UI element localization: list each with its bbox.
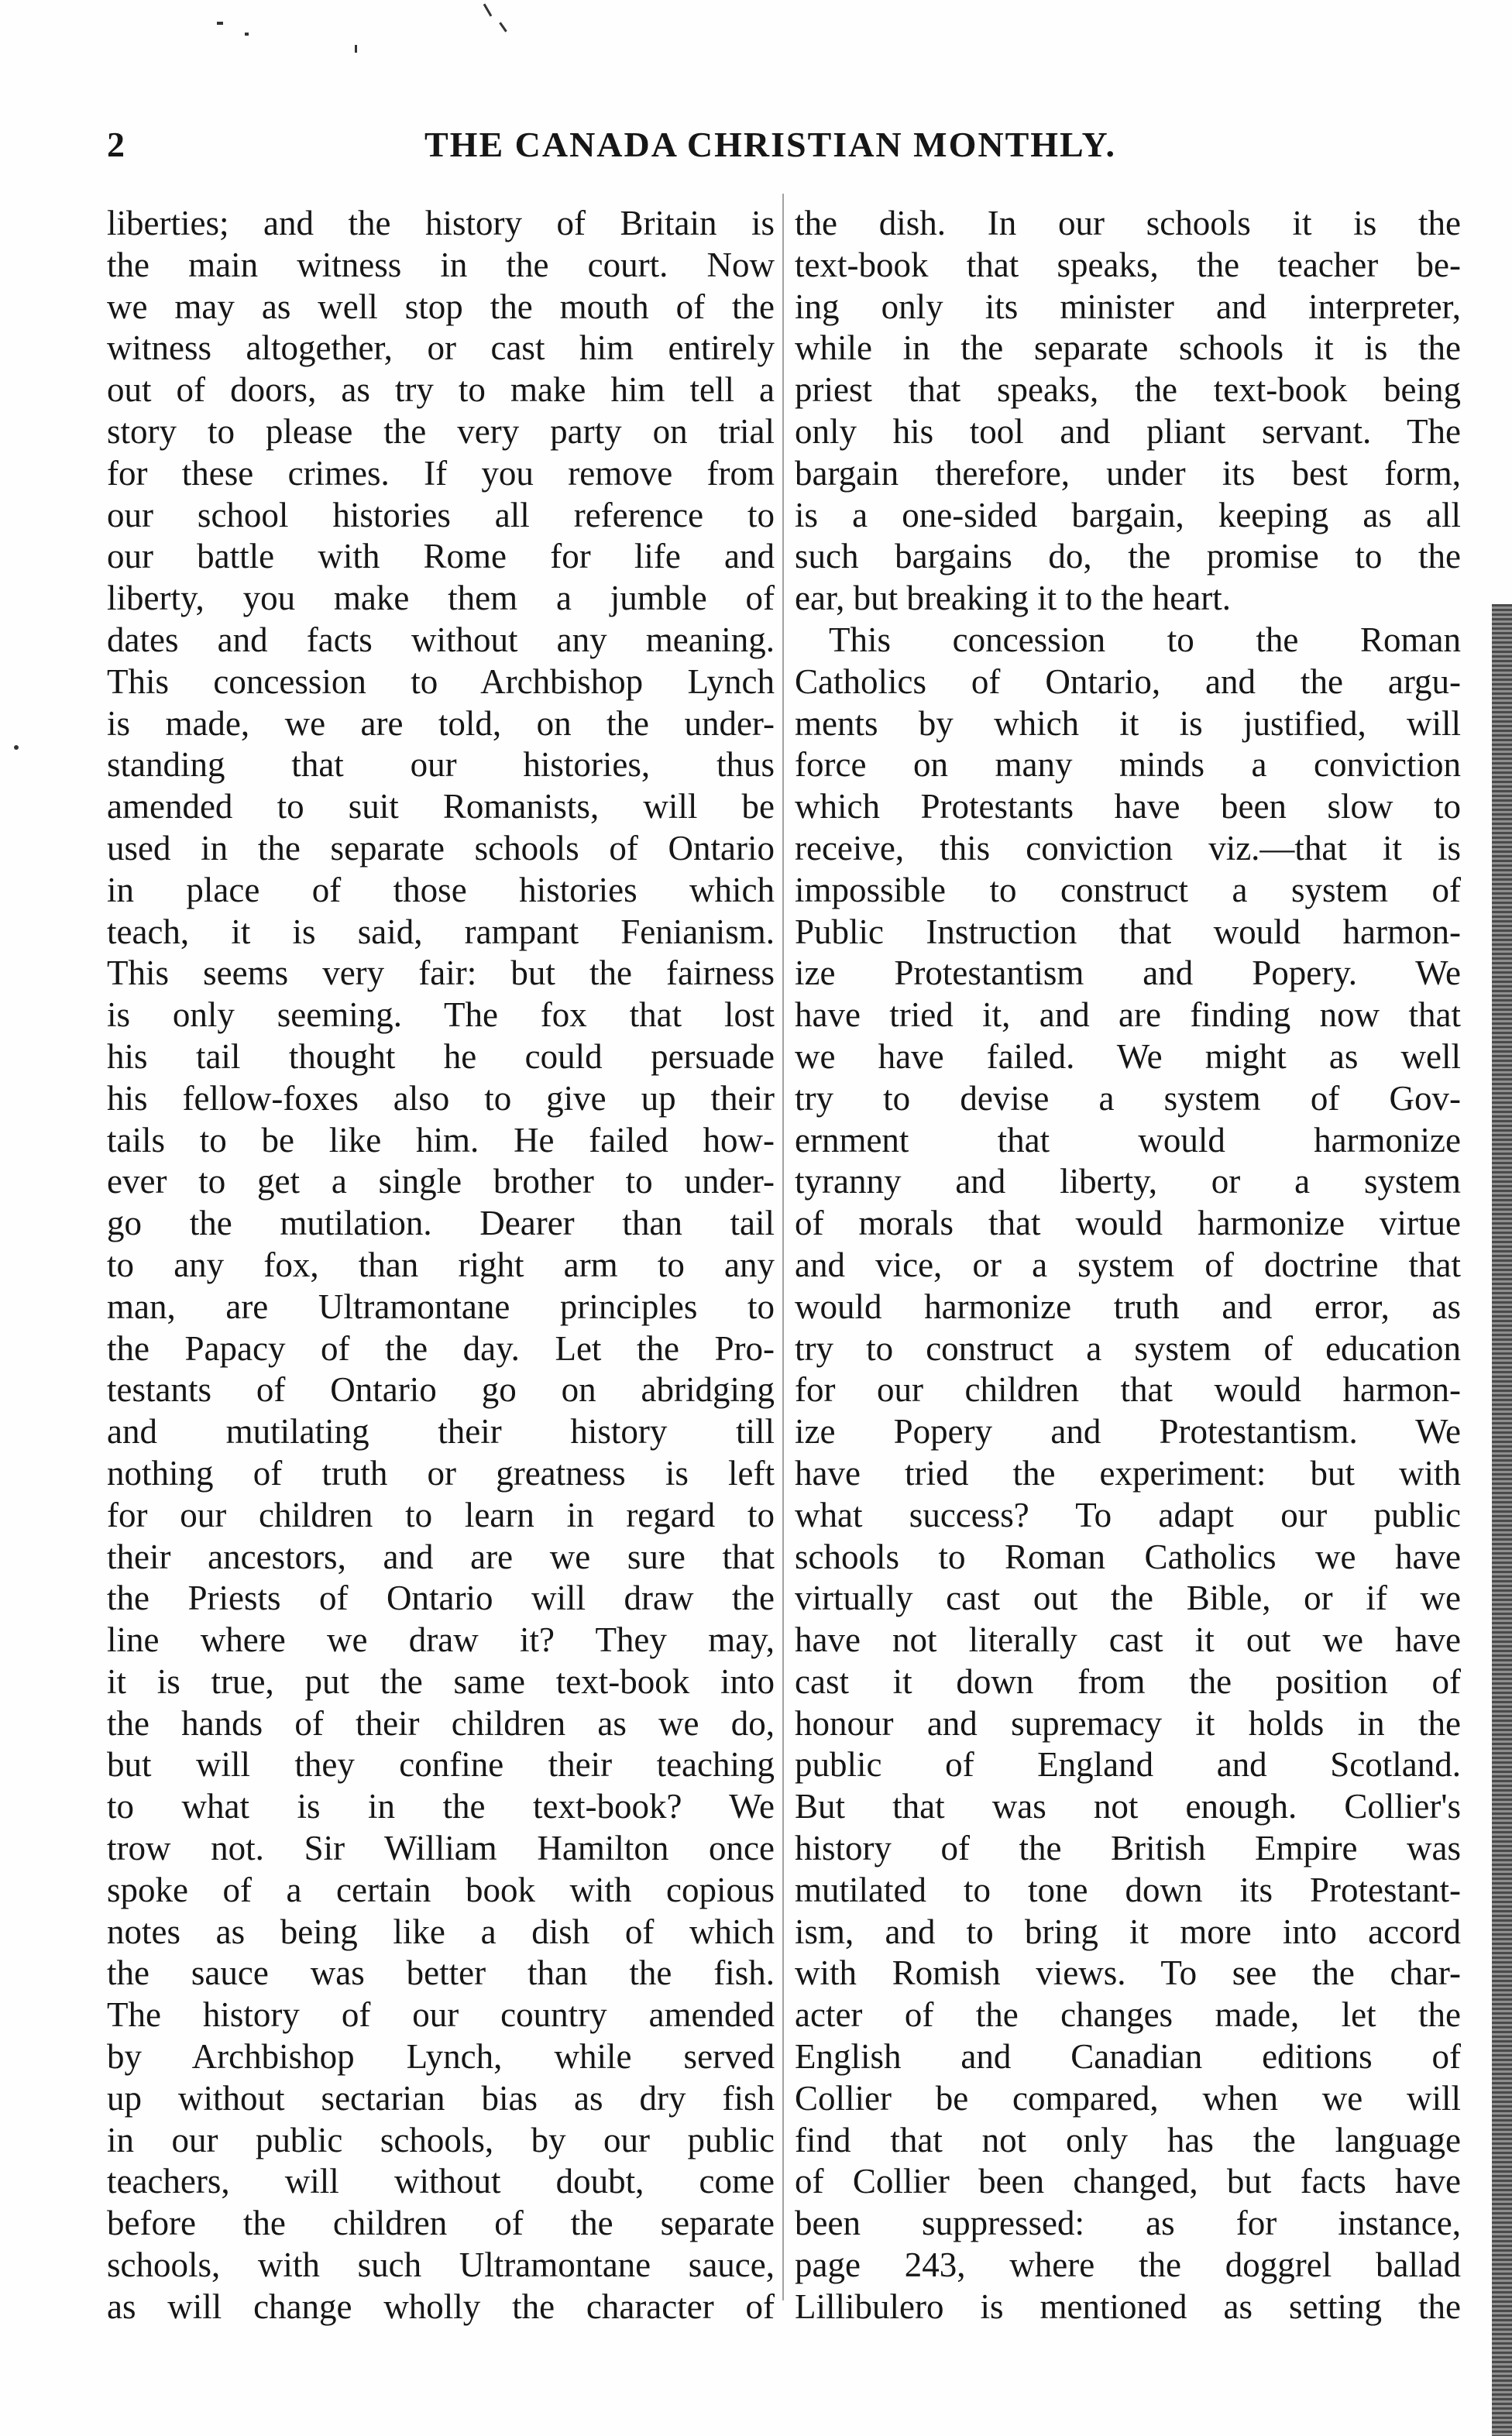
text-line: schools to Roman Catholics we have: [795, 1537, 1461, 1576]
text-line: force on many minds a conviction: [795, 745, 1461, 785]
text-line: The history of our country amended: [107, 1995, 775, 2035]
column-divider: [782, 194, 784, 2300]
text-line: honour and supremacy it holds in the: [795, 1703, 1461, 1743]
ink-speck: [245, 33, 249, 36]
text-line: to any fox, than right arm to any: [107, 1245, 775, 1284]
text-line: priest that speaks, the text-book being: [795, 370, 1461, 410]
text-line: and mutilating their history till: [107, 1412, 775, 1452]
text-line: liberties; and the history of Britain is: [107, 204, 775, 242]
left-column: [107, 203, 775, 2328]
text-line: have tried the experiment: but with: [795, 1453, 1461, 1493]
text-line: have not literally cast it out we have: [795, 1620, 1461, 1660]
paragraph-start-line: This concession to the Roman: [829, 620, 1461, 659]
right-column: [795, 203, 1461, 2328]
text-line: by Archbishop Lynch, while served: [107, 2037, 775, 2077]
text-line: would harmonize truth and error, as: [795, 1287, 1461, 1326]
ink-speck: [14, 745, 19, 750]
text-line: receive, this conviction viz.—that it is: [795, 828, 1461, 868]
text-line: witness altogether, or cast him entirely: [107, 328, 775, 368]
text-line: go the mutilation. Dearer than tail: [107, 1204, 775, 1243]
text-line: spoke of a certain book with copious: [107, 1870, 775, 1909]
text-line: is only seeming. The fox that lost: [107, 995, 775, 1035]
text-line: find that not only has the language: [795, 2120, 1461, 2159]
text-line: acter of the changes made, let the: [795, 1995, 1461, 2035]
text-line: bargain therefore, under its best form,: [795, 453, 1461, 493]
text-line: nothing of truth or greatness is left: [107, 1453, 775, 1493]
text-line: standing that our histories, thus: [107, 745, 775, 785]
text-line: trow not. Sir William Hamilton once: [107, 1829, 775, 1868]
text-line: Public Instruction that would harmon-: [795, 912, 1461, 951]
text-line: for our children that would harmon-: [795, 1370, 1461, 1410]
text-line: only his tool and pliant servant. The: [795, 411, 1461, 451]
text-line: his tail thought he could persuade: [107, 1036, 775, 1076]
page-binding-edge: [1492, 604, 1512, 2436]
text-line: try to devise a system of Gov-: [795, 1078, 1461, 1118]
text-line: used in the separate schools of Ontario: [107, 828, 775, 868]
text-line: the Papacy of the day. Let the Pro-: [107, 1328, 775, 1368]
text-line: what success? To adapt our public: [795, 1495, 1461, 1534]
text-line: our school histories all reference to: [107, 495, 775, 534]
text-line: ever to get a single brother to under-: [107, 1162, 775, 1201]
text-line: line where we draw it? They may,: [107, 1620, 775, 1660]
text-line: it is true, put the same text-book into: [107, 1661, 775, 1701]
ink-speck: [355, 45, 357, 53]
text-line: out of doors, as try to make him tell a: [107, 370, 775, 410]
text-line: their ancestors, and are we sure that: [107, 1537, 775, 1576]
text-line: story to please the very party on trial: [107, 411, 775, 451]
text-line: we have failed. We might as well: [795, 1036, 1461, 1076]
ink-speck: [217, 22, 223, 25]
text-line: virtually cast out the Bible, or if we: [795, 1579, 1461, 1618]
text-line: ism, and to bring it more into accord: [795, 1912, 1461, 1951]
text-line: for our children to learn in regard to: [107, 1495, 775, 1534]
text-line: text-book that speaks, the teacher be-: [795, 245, 1461, 284]
text-line: of Collier been changed, but facts have: [795, 2162, 1461, 2201]
text-line: schools, with such Ultramontane sauce,: [107, 2245, 775, 2285]
text-line: in our public schools, by our public: [107, 2120, 775, 2159]
text-line: notes as being like a dish of which: [107, 1912, 775, 1951]
page-number: 2: [107, 125, 125, 164]
ink-speck: [483, 3, 493, 16]
text-line: the hands of their children as we do,: [107, 1703, 775, 1743]
text-line: Collier be compared, when we will: [795, 2078, 1461, 2118]
text-line: we may as well stop the mouth of the: [107, 287, 775, 326]
text-line: but will they confine their teaching: [107, 1745, 775, 1785]
text-line: as will change wholly the character of: [107, 2287, 775, 2326]
text-line: ernment that would harmonize: [795, 1120, 1461, 1160]
text-line: the sauce was better than the fish.: [107, 1953, 775, 1993]
text-line: public of England and Scotland.: [795, 1745, 1461, 1785]
text-line: mutilated to tone down its Protestant-: [795, 1870, 1461, 1909]
text-line: up without sectarian bias as dry fish: [107, 2078, 775, 2118]
text-line: man, are Ultramontane principles to: [107, 1287, 775, 1326]
text-line: ize Protestantism and Popery. We: [795, 953, 1461, 993]
text-line: before the children of the separate: [107, 2204, 775, 2243]
text-line: his fellow-foxes also to give up their: [107, 1078, 775, 1118]
text-line: the main witness in the court. Now: [107, 245, 775, 284]
text-line: to what is in the text-book? We: [107, 1787, 775, 1826]
text-line: which Protestants have been slow to: [795, 787, 1461, 826]
text-line: the Priests of Ontario will draw the: [107, 1579, 775, 1618]
page-header: [107, 124, 1462, 170]
ink-speck: [499, 22, 507, 32]
text-line: have tried it, and are finding now that: [795, 995, 1461, 1035]
text-line: is made, we are told, on the under-: [107, 703, 775, 743]
text-line: English and Canadian editions of: [795, 2037, 1461, 2077]
text-line: tails to be like him. He failed how-: [107, 1120, 775, 1160]
text-line: liberty, you make them a jumble of: [107, 579, 775, 618]
text-line: ing only its minister and interpreter,: [795, 287, 1461, 326]
text-line: ize Popery and Protestantism. We: [795, 1412, 1461, 1452]
text-line: ments by which it is justified, will: [795, 703, 1461, 743]
text-line: page 243, where the doggrel ballad: [795, 2245, 1461, 2285]
text-line: our battle with Rome for life and: [107, 537, 775, 576]
text-line: teach, it is said, rampant Fenianism.: [107, 912, 775, 951]
text-line: But that was not enough. Collier's: [795, 1787, 1461, 1826]
text-line: testants of Ontario go on abridging: [107, 1370, 775, 1410]
text-line: in place of those histories which: [107, 870, 775, 909]
running-title: THE CANADA CHRISTIAN MONTHLY.: [424, 125, 1116, 164]
text-line: tyranny and liberty, or a system: [795, 1162, 1461, 1201]
text-line: the dish. In our schools it is the: [795, 204, 1461, 242]
text-line: and vice, or a system of doctrine that: [795, 1245, 1461, 1284]
text-line: impossible to construct a system of: [795, 870, 1461, 909]
text-line: been suppressed: as for instance,: [795, 2204, 1461, 2243]
text-line: history of the British Empire was: [795, 1829, 1461, 1868]
text-line: try to construct a system of education: [795, 1328, 1461, 1368]
text-line: Catholics of Ontario, and the argu-: [795, 661, 1461, 701]
text-line: teachers, will without doubt, come: [107, 2162, 775, 2201]
text-line: with Romish views. To see the char-: [795, 1953, 1461, 1993]
text-line: This concession to Archbishop Lynch: [107, 661, 775, 701]
text-line: This seems very fair: but the fairness: [107, 953, 775, 993]
text-line: amended to suit Romanists, will be: [107, 787, 775, 826]
text-line: is a one-sided bargain, keeping as all: [795, 495, 1461, 534]
text-line: such bargains do, the promise to the: [795, 537, 1461, 576]
text-line: Lillibulero is mentioned as setting the: [795, 2287, 1461, 2326]
text-line: of morals that would harmonize virtue: [795, 1204, 1461, 1243]
text-line: for these crimes. If you remove from: [107, 453, 775, 493]
text-line: while in the separate schools it is the: [795, 328, 1461, 368]
paragraph-end-line: ear, but breaking it to the heart.: [795, 579, 1231, 618]
text-line: cast it down from the position of: [795, 1661, 1461, 1701]
text-line: dates and facts without any meaning.: [107, 620, 775, 659]
